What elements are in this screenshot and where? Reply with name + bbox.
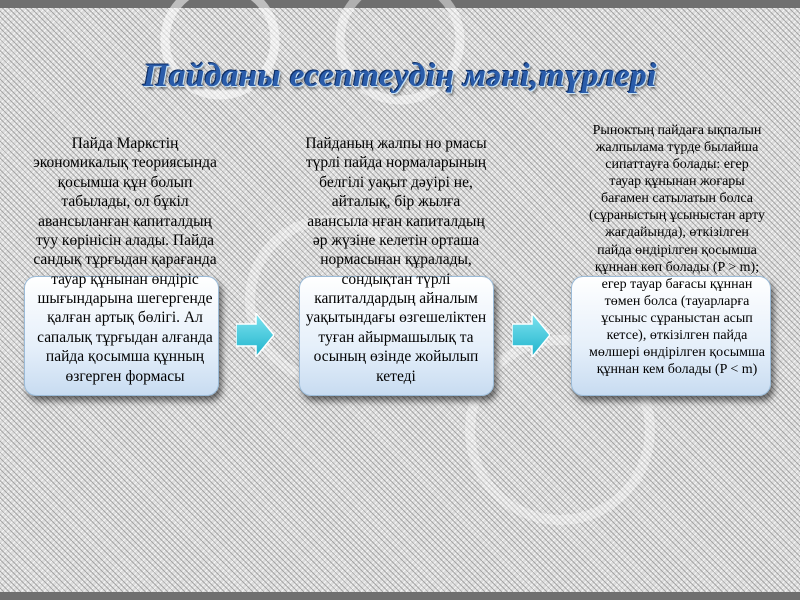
column-text-1: Пайда Маркстің экономикалық теориясында қосымша құн болып табылады, ол бұкіл авансыланған капиталдың туу көрінісін алады. Пайда сандық тұрғыдан қарағанда тауар құнынан өндіріс шығындарына шегергенде қалған артық бөлігі. Ал сапалық тұрғыдан алғанда пайда қосымша құнның өзгерген формасы [33, 135, 217, 385]
top-band [0, 0, 800, 8]
column-text-2: Пайданың жалпы но рмасы түрлі пайда нормаларының белгілі уақыт дәуірі не, айталық, бір жылға авансыла нған капиталдың әр жүзіне келетін орташа нормасынан құралады, сондықтан түрлі капиталдардың айналым уақытындағы өзгешеліктен туған айырмашылық та осының өзінде жойылып кетеді [305, 135, 487, 385]
page-title: Пайданы есептеудің мәні,түрлері [143, 58, 657, 94]
right-arrow-icon [236, 313, 274, 357]
bottom-band [0, 592, 800, 600]
column-text-3: Рыноктың пайдаға ықпалын жалпылама түрде былайша сипаттауға болады: егер тауар құнынан жоғары бағамен сатылатын болса (сұраныстың ұсыныстан арту жағдайында), өткізілген пайда өндірілген қосымша құннан көп болады (P > m); егер тауар бағасы құннан төмен болса (тауарларға ұсыныс сұраныстан асып кетсе), өткізілген пайда мөлшері өндірілген қосымша құннан кем болады (P < m) [589, 123, 765, 378]
right-arrow-icon [512, 313, 550, 357]
